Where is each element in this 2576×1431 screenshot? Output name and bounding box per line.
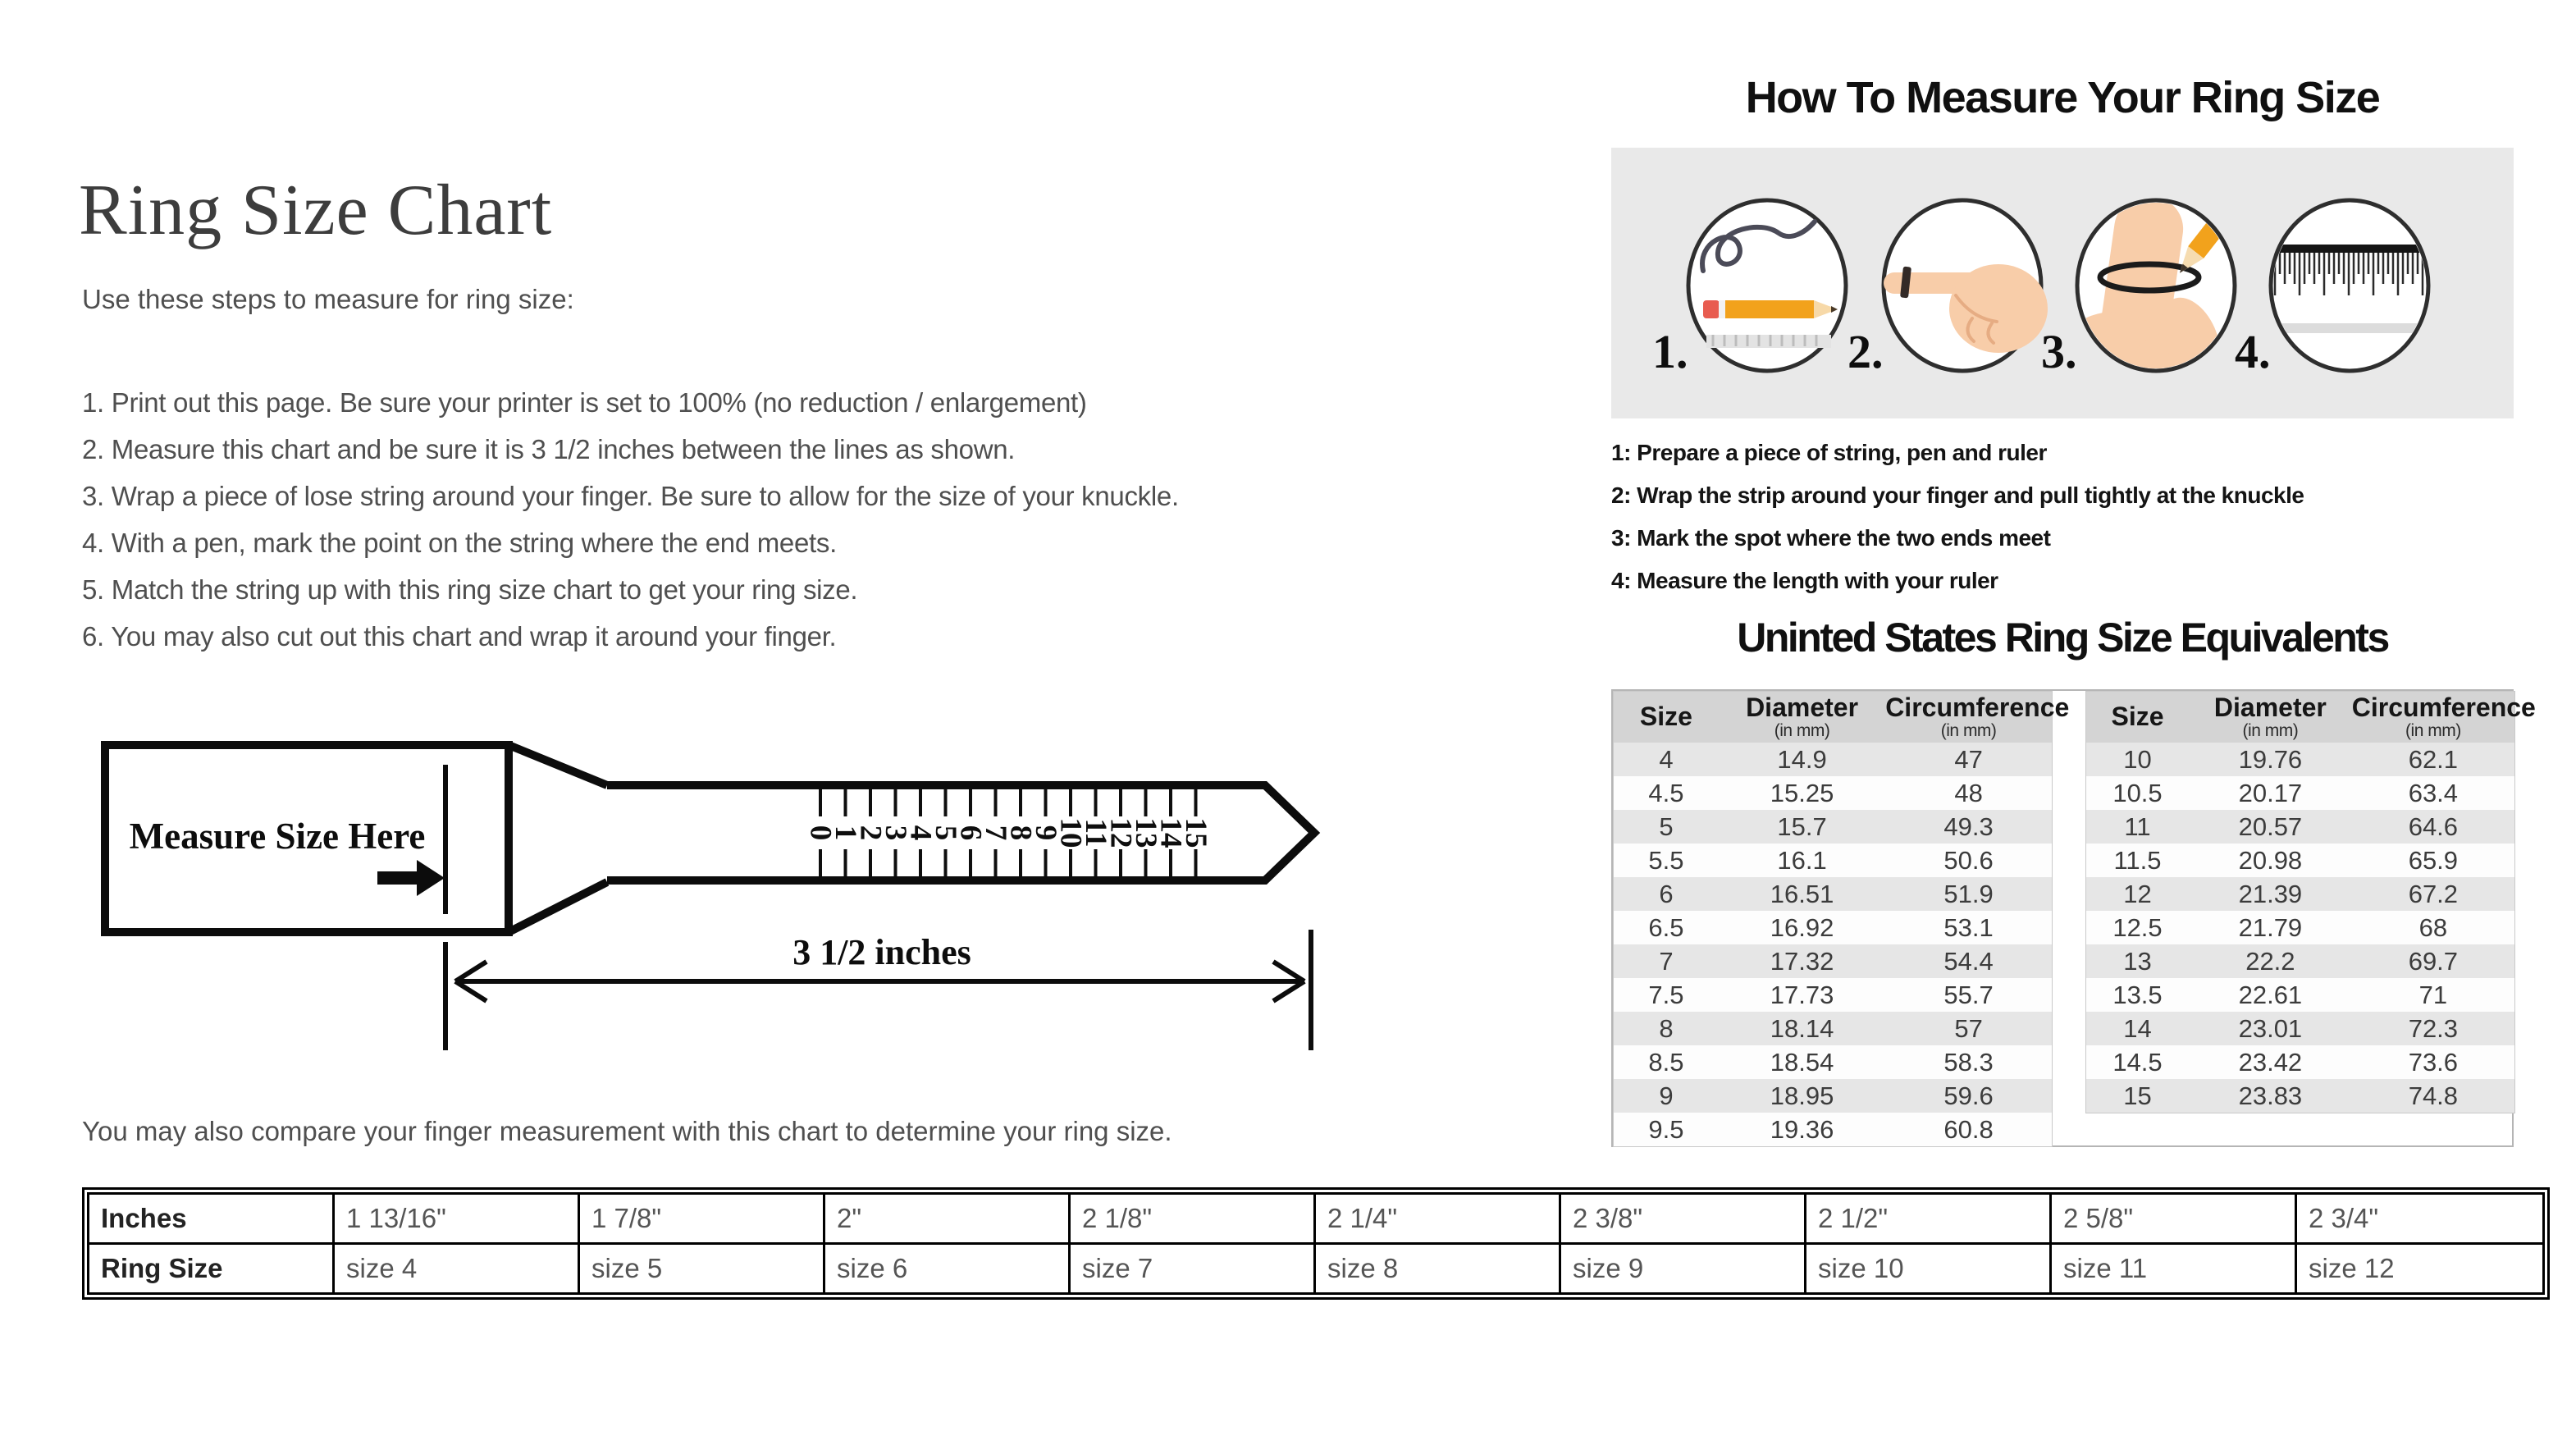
step-line: 5. Match the string up with this ring size chart to get your ring size. xyxy=(82,574,858,605)
table-cell: size 4 xyxy=(335,1245,580,1292)
table-cell: 17.73 xyxy=(1770,980,1834,1009)
ruler-tick-number: 12 xyxy=(1103,817,1138,848)
ruler-tick-number: 1 xyxy=(829,825,862,841)
how-to-step-line: 1: Prepare a piece of string, pen and ruler xyxy=(1611,440,2047,465)
table-cell: 12.5 xyxy=(2112,912,2163,942)
table-row xyxy=(1614,978,2053,1012)
table-cell: 2" xyxy=(825,1195,1071,1245)
how-to-step-line: 3: Mark the spot where the two ends meet xyxy=(1611,525,2051,551)
table-cell: 54.4 xyxy=(1943,946,1994,976)
col-size: Size xyxy=(2086,692,2190,743)
table-cell: 21.79 xyxy=(2238,912,2303,942)
step-line: 3. Wrap a piece of lose string around your finger. Be sure to allow for the size of your knuckle. xyxy=(82,481,1179,511)
table-cell: 2 5/8" xyxy=(2052,1195,2297,1245)
table-cell: 14.9 xyxy=(1777,744,1827,774)
table-cell: 23.42 xyxy=(2238,1047,2303,1077)
table-cell: 14.5 xyxy=(2112,1047,2163,1077)
col-diameter: Diameter (in mm) xyxy=(2189,692,2352,743)
ruler-tick-number: 0 xyxy=(803,825,838,841)
table-cell: 8.5 xyxy=(1648,1047,1684,1077)
table-cell: 48 xyxy=(1954,778,1983,807)
ruler-tick-number: 5 xyxy=(929,825,962,841)
table-row xyxy=(1614,1045,2053,1079)
table-cell: 15 xyxy=(2123,1081,2152,1110)
measure-steps-list xyxy=(82,379,1179,660)
table-cell: 1 13/16" xyxy=(335,1195,580,1245)
table-cell: 13 xyxy=(2123,946,2152,976)
table-cell: 57 xyxy=(1954,1013,1983,1043)
table-cell: 2 1/4" xyxy=(1316,1195,1561,1245)
table-cell: 63.4 xyxy=(2408,778,2459,807)
ruler-tick-number: 15 xyxy=(1179,817,1213,848)
table-cell: 21.39 xyxy=(2238,879,2303,908)
table-cell: 4.5 xyxy=(1648,778,1684,807)
table-cell: Ring Size xyxy=(89,1245,335,1292)
table-row xyxy=(1614,1113,2053,1147)
table-cell: 10.5 xyxy=(2112,778,2163,807)
table-row xyxy=(1614,1012,2053,1045)
ruler-tick-number: 2 xyxy=(853,825,888,841)
table-cell: 50.6 xyxy=(1943,845,1994,875)
table-cell: 73.6 xyxy=(2408,1047,2459,1077)
table-cell: 1 7/8" xyxy=(580,1195,825,1245)
step-line: 6. You may also cut out this chart and wrap it around your finger. xyxy=(82,621,837,651)
step-number: 1. xyxy=(1652,325,1688,378)
sizer-funnel-top xyxy=(509,745,607,785)
table-cell: 72.3 xyxy=(2408,1013,2459,1043)
col-circumference: Circumference (in mm) xyxy=(1885,692,2052,743)
table-cell: 18.14 xyxy=(1770,1013,1834,1043)
table-cell: 71 xyxy=(2418,980,2448,1009)
ruler-tick-number: 8 xyxy=(1003,825,1038,841)
ruler-tick-number: 14 xyxy=(1153,817,1188,848)
table-cell: size 9 xyxy=(1561,1245,1806,1292)
table-cell: 6 xyxy=(1659,879,1674,908)
table-row xyxy=(1614,877,2053,911)
table-cell: 2 1/8" xyxy=(1071,1195,1316,1245)
table-cell: 51.9 xyxy=(1943,879,1994,908)
table-row xyxy=(2086,776,2515,810)
table-cell: Inches xyxy=(89,1195,335,1245)
table-cell: 16.51 xyxy=(1770,879,1834,908)
col-diameter: Diameter (in mm) xyxy=(1719,692,1885,743)
table-cell: 49.3 xyxy=(1943,812,1994,841)
table-cell: size 11 xyxy=(2052,1245,2297,1292)
right-arrow-icon xyxy=(377,860,445,896)
ruler-tick-number: 4 xyxy=(903,825,938,841)
table-cell: 58.3 xyxy=(1943,1047,1994,1077)
us-table-left xyxy=(1613,691,2070,1147)
table-cell: size 12 xyxy=(2309,1253,2395,1283)
table-cell: 6.5 xyxy=(1648,912,1684,942)
table-cell: 15.7 xyxy=(1777,812,1827,841)
table-row xyxy=(2086,944,2515,978)
how-to-title: How To Measure Your Ring Size xyxy=(1745,73,2380,122)
step-line: 2. Measure this chart and be sure it is 3 1/2 inches between the lines as shown. xyxy=(82,434,1016,464)
table-cell: 65.9 xyxy=(2408,845,2459,875)
table-cell: 2 3/4" xyxy=(2297,1195,2542,1245)
table-cell: 20.57 xyxy=(2238,812,2303,841)
ring-sizer-svg xyxy=(82,722,1329,1067)
table-row xyxy=(1614,844,2053,877)
step-line: 4. With a pen, mark the point on the string where the end meets. xyxy=(82,528,837,558)
table-cell: 10 xyxy=(2123,744,2152,774)
table-header-row xyxy=(1614,692,2053,743)
table-cell: 9 xyxy=(1659,1081,1674,1110)
table-cell: size 8 xyxy=(1316,1245,1561,1292)
how-to-step-2 xyxy=(1848,200,2048,378)
how-to-step-1 xyxy=(1652,200,1846,378)
table-cell: size 7 xyxy=(1071,1245,1316,1292)
table-cell: 9.5 xyxy=(1648,1114,1684,1144)
table-row xyxy=(2086,911,2515,944)
table-row xyxy=(2086,1045,2515,1079)
ruler-tick-number: 3 xyxy=(879,825,912,841)
table-cell: 8 xyxy=(1659,1013,1674,1043)
us-ring-size-tables xyxy=(1611,689,2536,1147)
table-row xyxy=(2086,1012,2515,1045)
how-to-illustrations xyxy=(1611,148,2514,418)
table-cell: 68 xyxy=(2418,912,2448,942)
table-cell: 11 xyxy=(2124,812,2151,841)
intro-text: Use these steps to measure for ring size: xyxy=(82,284,574,314)
table-row xyxy=(1614,944,2053,978)
table-cell: 16.92 xyxy=(1770,912,1834,942)
table-header-row xyxy=(2086,692,2515,743)
table-cell: 55.7 xyxy=(1943,980,1994,1009)
table-cell: 5.5 xyxy=(1648,845,1684,875)
table-cell: 17.32 xyxy=(1770,946,1834,976)
sizer-scale xyxy=(804,789,1213,876)
table-cell: 18.54 xyxy=(1770,1047,1834,1077)
table-cell: 7.5 xyxy=(1648,980,1684,1009)
how-to-steps-list xyxy=(1611,432,2576,602)
table-cell: 53.1 xyxy=(1943,912,1994,942)
table-row xyxy=(2086,877,2515,911)
table-row xyxy=(1614,911,2053,944)
step-number: 3. xyxy=(2041,325,2077,378)
table-cell: 14 xyxy=(2123,1013,2152,1043)
compare-note: You may also compare your finger measurement with this chart to determine your ring size. xyxy=(82,1116,1172,1146)
table-cell: size 6 xyxy=(825,1245,1071,1292)
width-dimension-label: 3 1/2 inches xyxy=(792,932,971,972)
table-row xyxy=(2086,1079,2515,1113)
page-title: Ring Size Chart xyxy=(79,171,553,250)
table-cell: size 10 xyxy=(1806,1245,2052,1292)
how-to-step-line: 2: Wrap the strip around your finger and pull tightly at the knuckle xyxy=(1611,482,2304,508)
table-cell: 62.1 xyxy=(2408,744,2459,774)
measure-size-here-label: Measure Size Here xyxy=(129,816,426,857)
step-number: 2. xyxy=(1848,325,1884,378)
ruler-tick-number: 11 xyxy=(1079,818,1112,848)
table-cell: 67.2 xyxy=(2408,879,2459,908)
table-cell: 5 xyxy=(1659,812,1674,841)
table-row xyxy=(2086,743,2515,776)
table-cell: 60.8 xyxy=(1943,1114,1994,1144)
table-row xyxy=(2086,844,2515,877)
table-cell: 20.17 xyxy=(2238,778,2303,807)
table-cell: 69.7 xyxy=(2408,946,2459,976)
table-cell: 16.1 xyxy=(1777,845,1827,875)
table-cell: 18.95 xyxy=(1770,1081,1834,1110)
table-cell: 15.25 xyxy=(1770,778,1834,807)
ruler-tick-number: 7 xyxy=(979,825,1012,841)
how-to-step-line: 4: Measure the length with your ruler xyxy=(1611,568,1998,593)
ring-sizer-diagram xyxy=(82,722,1329,1067)
table-cell: 2 3/8" xyxy=(1561,1195,1806,1245)
sizer-funnel-bottom xyxy=(509,882,607,932)
table-cell: 12 xyxy=(2123,879,2152,908)
table-cell: 22.2 xyxy=(2245,946,2295,976)
ruler-tick-number: 13 xyxy=(1129,817,1162,848)
table-cell: 74.8 xyxy=(2408,1081,2459,1110)
table-row xyxy=(1614,810,2053,844)
us-table-right xyxy=(2085,691,2536,1113)
table-row xyxy=(1614,776,2053,810)
inches-to-size-table xyxy=(82,1187,2550,1300)
how-to-illustration-panel xyxy=(1611,148,2514,418)
table-cell: 22.61 xyxy=(2238,980,2303,1009)
table-cell: 7 xyxy=(1659,946,1674,976)
how-to-step-4 xyxy=(2235,200,2428,378)
table-row xyxy=(89,1195,2542,1245)
table-cell: 19.36 xyxy=(1770,1114,1834,1144)
table-cell: 4 xyxy=(1659,744,1674,774)
col-circumference: Circumference (in mm) xyxy=(2352,692,2515,743)
table-cell: 11.5 xyxy=(2113,845,2162,875)
table-cell: 2 1/2" xyxy=(1806,1195,2052,1245)
table-cell: 20.98 xyxy=(2238,845,2303,875)
table-cell: 19.76 xyxy=(2238,744,2303,774)
equivalents-title: Uninted States Ring Size Equivalents xyxy=(1737,615,2388,661)
ruler-tick-number: 9 xyxy=(1029,825,1062,841)
table-row xyxy=(2086,978,2515,1012)
table-cell: 47 xyxy=(1954,744,1983,774)
step-line: 1. Print out this page. Be sure your printer is set to 100% (no reduction / enlargement) xyxy=(82,387,1087,418)
ruler-tick-number: 6 xyxy=(953,825,988,841)
table-cell: 23.83 xyxy=(2238,1081,2303,1110)
table-cell: 64.6 xyxy=(2408,812,2459,841)
col-size: Size xyxy=(1614,692,1719,743)
table-cell: 23.01 xyxy=(2238,1013,2303,1043)
ruler-tick-number: 10 xyxy=(1053,817,1088,848)
table-row xyxy=(1614,1079,2053,1113)
table-cell: 13.5 xyxy=(2112,980,2163,1009)
table-row xyxy=(1614,743,2053,776)
step-number: 4. xyxy=(2235,325,2271,378)
table-row xyxy=(89,1245,2542,1292)
table-cell: size 5 xyxy=(580,1245,825,1292)
table-row xyxy=(2086,810,2515,844)
table-cell: 59.6 xyxy=(1943,1081,1994,1110)
